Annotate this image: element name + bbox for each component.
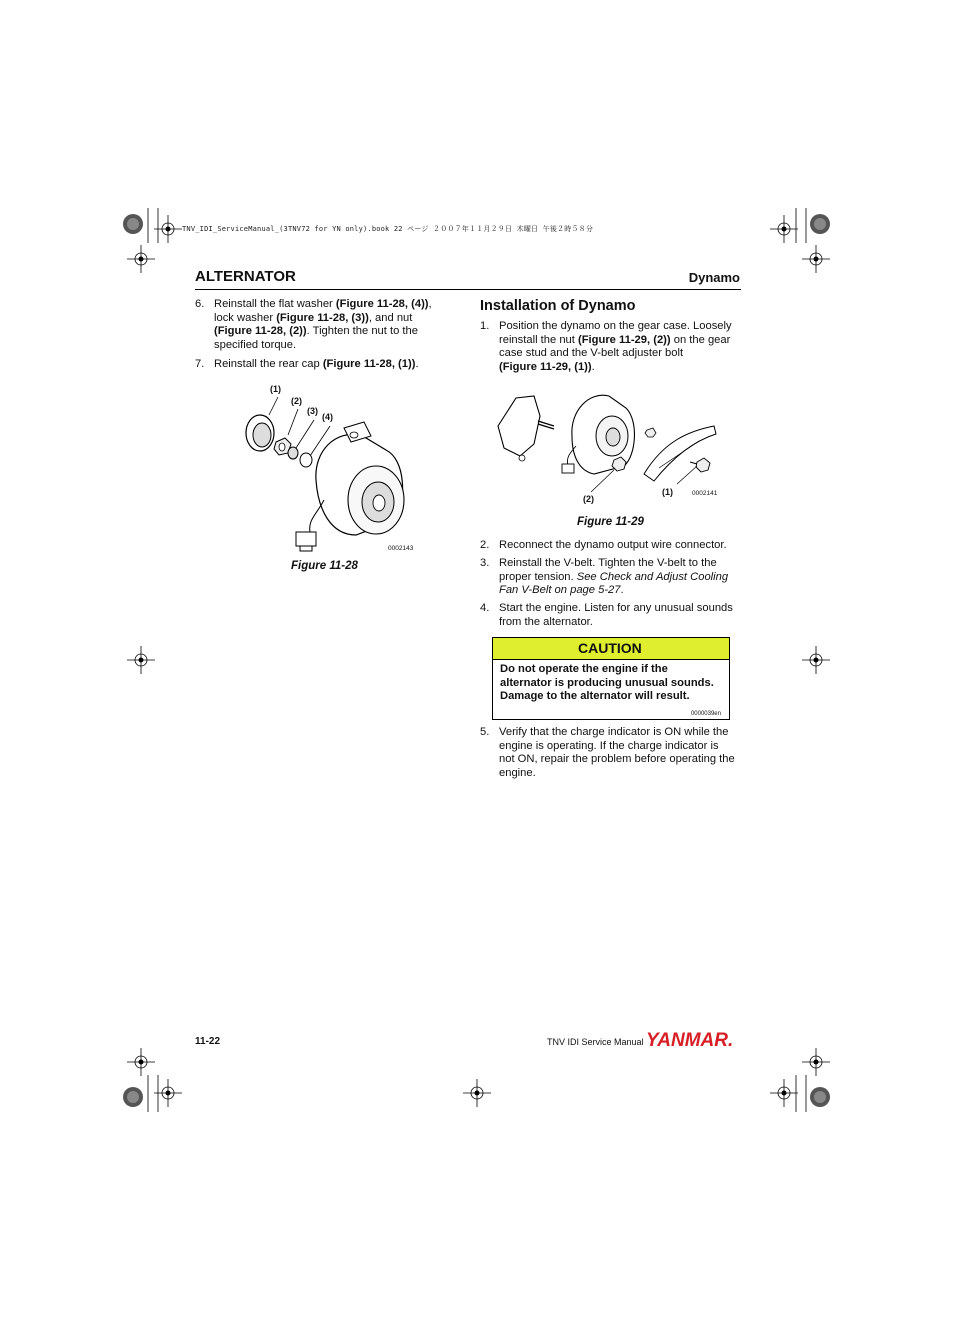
step-number: 2. [480, 539, 490, 551]
section-heading: Installation of Dynamo [480, 298, 636, 314]
text-line: Reinstall the rear cap (Figure 11-28, (1)). [214, 358, 419, 370]
figure-code: 0002143 [388, 545, 414, 552]
text-line: Reinstall the flat washer (Figure 11-28, (4)), [214, 298, 432, 310]
figure-caption: Figure 11-29 [577, 516, 644, 528]
yanmar-logo: YANMAR. [646, 1030, 734, 1051]
caution-code: 0000039en [690, 711, 721, 717]
callout-1: (1) [270, 384, 281, 394]
step-text [499, 557, 728, 598]
callout-4: (4) [322, 412, 333, 422]
text-line: Fan V-Belt on page 5-27. [499, 584, 624, 597]
figure-11-28-illustration [236, 380, 426, 560]
header-rule [195, 289, 741, 290]
step-number: 3. [480, 557, 490, 569]
text-line: (Figure 11-28, (2)). Tighten the nut to the [214, 325, 418, 338]
text-line: from the alternator. [499, 615, 593, 628]
text-line: Reconnect the dynamo output wire connector. [499, 539, 727, 551]
figure-code: 0002141 [692, 490, 718, 497]
page-number: 11-22 [195, 1036, 221, 1047]
text-line: engine is operating. If the charge indicator is [499, 739, 719, 752]
step-text [499, 539, 727, 553]
text-line: not ON, repair the problem before operating the [499, 753, 735, 766]
file-meta: TNV_IDI_ServiceManual_(3TNV72 for YN only).book 22 ページ ２００７年１１月２９日 木曜日 午後２時５８分 [182, 225, 594, 233]
text-line: engine. [499, 766, 536, 779]
callout-2: (2) [291, 396, 302, 406]
callout-3: (3) [307, 406, 318, 416]
step-text [214, 358, 419, 372]
text-line: reinstall the nut (Figure 11-29, (2)) on the gear [499, 333, 731, 346]
section-name: Dynamo [688, 270, 740, 285]
text-line: Reinstall the V-belt. Tighten the V-belt to the [499, 557, 717, 569]
text-line: Damage to the alternator will result. [500, 690, 690, 702]
caution-box [492, 637, 730, 720]
text-line: Do not operate the engine if the [500, 663, 668, 675]
step-text [214, 298, 432, 352]
figure-caption: Figure 11-28 [291, 560, 358, 572]
text-line: alternator is producing unusual sounds. [500, 676, 714, 689]
page-title: ALTERNATOR [195, 268, 296, 285]
figure-11-29-illustration [494, 386, 726, 506]
text-line: specified torque. [214, 338, 297, 351]
step-number: 6. [195, 298, 205, 310]
text-line: Start the engine. Listen for any unusual sounds [499, 602, 733, 614]
caution-text [493, 660, 729, 704]
step-text [499, 726, 735, 780]
caution-label: CAUTION [493, 638, 729, 660]
step-number: 4. [480, 602, 490, 614]
text-line: Position the dynamo on the gear case. Loosely [499, 320, 732, 332]
step-number: 5. [480, 726, 490, 738]
step-text [499, 320, 732, 374]
text-line: lock washer (Figure 11-28, (3)), and nut [214, 311, 413, 324]
callout-1: (1) [662, 487, 673, 497]
text-line: (Figure 11-29, (1)). [499, 360, 595, 373]
text-line: case stud and the V-belt adjuster bolt [499, 347, 684, 360]
step-number: 7. [195, 358, 205, 370]
callout-2: (2) [583, 494, 594, 504]
step-text [499, 602, 733, 629]
manual-title: TNV IDI Service Manual [547, 1037, 644, 1047]
text-line: Verify that the charge indicator is ON while the [499, 726, 729, 738]
text-line: proper tension. See Check and Adjust Cooling [499, 570, 729, 583]
step-number: 1. [480, 320, 490, 332]
